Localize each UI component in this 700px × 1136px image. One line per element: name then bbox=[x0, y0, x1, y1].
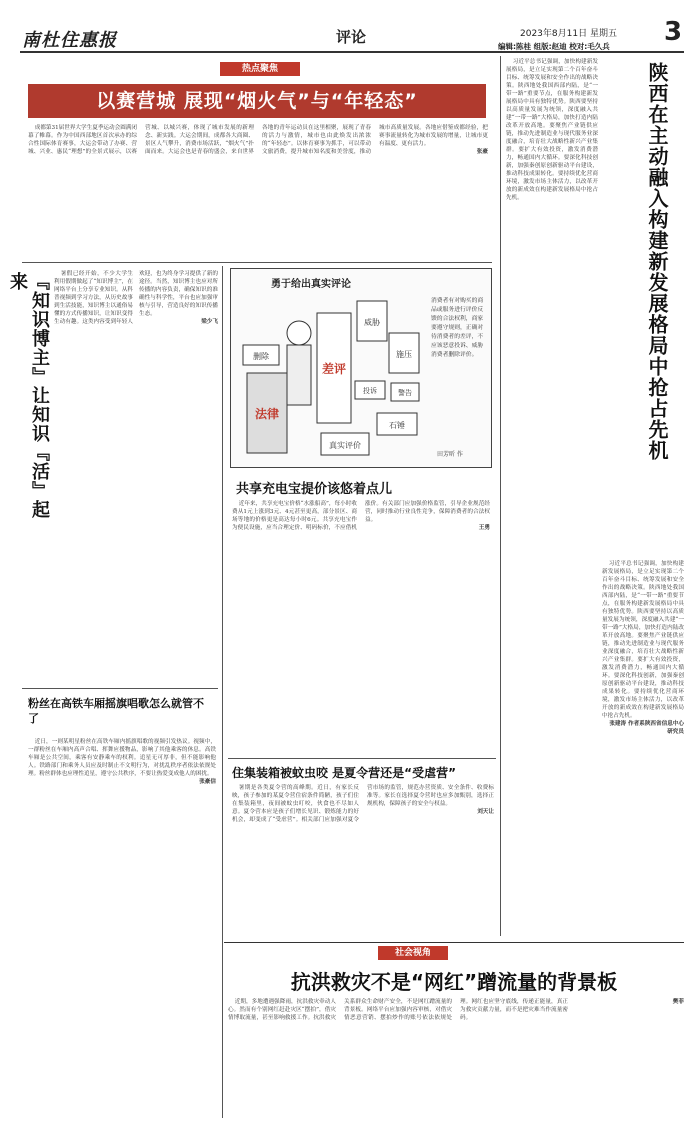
section-title: 评论 bbox=[336, 28, 367, 46]
right-body-left: 习近平总书记强调，加快构建新发展格局，是立足实现第二个百年奋斗目标、统筹发展和安全作出的战略决策。陕西地处我国西部内陆，是“一带一路”重要节点，在服务构建新发展格局中具有独特优势。陕西要坚持以高质量发展为统领，深度融入共建“一带一路”大格局，加快打造内陆改革开放高地。要聚焦产业链供应链，推动先进制造业与现代服务业深度融合，培育壮大战略性新兴产业集群。要扩大有效投资，激发消费潜力，畅通国内大循环。要深化科技创新，加强秦创原创新驱动平台建设，推动科技成果转化。要持续优化营商环境，激发市场主体活力，以改革开放的新成效在构建新发展格局中抢占先机。 bbox=[506, 59, 598, 201]
figure-head bbox=[287, 321, 311, 345]
cartoon-title: 勇于给出真实评论 bbox=[271, 279, 351, 290]
top-story-title: 以赛营城 展现“烟火气”与“年轻态” bbox=[28, 84, 486, 118]
shaanxi-title: 陕西在主动融入构建新发展格局中抢占先机 bbox=[645, 62, 669, 461]
real-review-label: 真实评价 bbox=[329, 441, 361, 450]
zhishi-body: 暑假已经开始，不少大学生利用假期做起了“知识博主”，在网络平台上分享专业知识。从科普视频到学习方法，从历史故事到生活技能，知识博主以通俗易懂的方式传播知识，让知识变得生动有趣。这类内容受到年轻人欢迎，也为终身学习提供了新的途径。当然，知识博主也应对所传播的内容负责，确保知识的准确性与科学性，平台也应加强审核与引导，营造良好的知识传播生态。 梁少飞 bbox=[54, 271, 218, 325]
left-bottom-rule bbox=[22, 688, 218, 689]
housing-author: 刘天让 bbox=[477, 809, 494, 815]
charging-body: 近年来，共享充电宝价格“水涨船高”，每小时收费从1元上涨到3元、4元甚至更高，部分景区、商场等地的价格更是高达每小时6元。共享充电宝作为便民设施，应当合理定价、明码标价，不应借机涨价。有关部门应加强价格监管，引导企业规范经营，同时推动行业良性竞争，保障消费者的合法权益。 王勇 bbox=[232, 501, 490, 531]
law-label: 法律 bbox=[254, 407, 280, 421]
zhishi-title: 『知识博主』让知识『活』起来 bbox=[7, 272, 50, 519]
housing-body: 暑期是各类夏令营的高峰期。近日，有家长反映，孩子参加的某夏令营住宿条件简陋，孩子们住在集装箱里，夜间被蚊虫叮咬，伙食也不尽如人意。夏令营本应是孩子们增长见识、锻炼能力的好机会，却变成了“受虐营”。相关部门应加强对夏令营市场的监管，规范办营资质、安全条件、收费标准等。家长在选择夏令营时也应多加甄别，选择正规机构，保障孩子的安全与权益。 刘天让 bbox=[232, 785, 494, 823]
charging-title: 共享充电宝提价该悠着点儿 bbox=[236, 482, 393, 497]
issue-date bbox=[520, 26, 617, 39]
housing-title: 住集装箱被蚊虫咬 是夏令营还是“受虐营” bbox=[232, 766, 456, 780]
bad-review-label: 差评 bbox=[321, 362, 347, 376]
bottom-rule bbox=[224, 942, 684, 943]
zhishi-author: 梁少飞 bbox=[201, 319, 218, 325]
top-story-rule bbox=[22, 262, 492, 263]
right-body-right: 习近平总书记强调，加快构建新发展格局，是立足实现第二个百年奋斗目标、统筹发展和安全作出的战略决策。陕西地处我国西部内陆，是“一带一路”重要节点，在服务构建新发展格局中具有独特优势。陕西要坚持以高质量发展为统领，深度融入共建“一带一路”大格局，加快打造内陆改革开放高地。要聚焦产业链供应链，推动先进制造业与现代服务业深度融合，培育壮大战略性新兴产业集群。要扩大有效投资，激发消费潜力，畅通国内大循环。要深化科技创新，加强秦创原创新驱动平台建设，推动科技成果转化。要持续优化营商环境，激发市场主体活力，以改革开放的新成效在构建新发展格局中抢占先机。 张建涛 作者系陕西省信息中心研究员 bbox=[602, 561, 684, 735]
bottom-body: 近期，多地遭遇强降雨，抗洪救灾牵动人心。然而有个别网红赶赴灾区“摆拍”，借灾情博取流量，甚至影响救援工作。抗洪救灾关系群众生命财产安全，不是网红蹭流量的背景板。网络平台应加强内容审核，对借灾情恶意营销、摆拍炒作的账号依法依规处理。网红也应坚守底线，传递正能量，真正为救灾贡献力量，而不是把灾难当作流量密码。 樊菲 bbox=[228, 999, 684, 1021]
complain-label: 投诉 bbox=[363, 387, 377, 395]
masthead-logo: 南杜住惠报 bbox=[22, 30, 117, 51]
pressure-label: 施压 bbox=[396, 350, 412, 359]
charging-rule bbox=[228, 758, 496, 759]
cartoon-illustration bbox=[237, 293, 425, 463]
editors-line: 编辑:陈桂 组版:赵迪 校对:毛久兵 bbox=[498, 42, 610, 51]
date-text: 2023年8月11日 bbox=[520, 29, 588, 39]
cartoon-frame bbox=[230, 268, 492, 468]
top-story-author: 张豪 bbox=[476, 149, 488, 155]
right-divider bbox=[500, 56, 501, 936]
bottom-title: 抗洪救灾不是“网红”蹭流量的背景板 bbox=[290, 970, 618, 994]
stone-label: 石锤 bbox=[389, 421, 405, 430]
page-number: 3 bbox=[664, 17, 683, 47]
cartoon-signature: 田芳昕 作 bbox=[437, 451, 463, 458]
charging-author: 王勇 bbox=[478, 525, 490, 531]
figure-body bbox=[287, 345, 311, 405]
threat-label: 威胁 bbox=[364, 318, 380, 327]
warn-label: 警告 bbox=[398, 389, 412, 397]
gaotie-title: 粉丝在高铁车厢摇旗唱歌怎么就管不了 bbox=[28, 697, 204, 725]
delete-label: 删除 bbox=[253, 352, 269, 361]
cartoon-caption: 消费者有对购买的商品或服务进行评价反馈的合法权利，商家要遵守规则，正确对待消费者的差评，不应该恶意投诉、威胁消费者删除评价。 bbox=[431, 298, 484, 358]
header-rule bbox=[20, 51, 684, 53]
gaotie-body: 近日，一则某明星粉丝在高铁车厢内摇旗唱歌的视频引发热议。视频中，一群粉丝在车厢内高声合唱、挥舞应援物品，影响了其他乘客的休息。高铁车厢是公共空间，乘客有安静乘车的权利。追星无可厚非，但不能影响他人。铁路部门和乘务人员应及时制止不文明行为，对扰乱秩序者依法依规处理。粉丝群体也应理性追星，遵守公共秩序，不要让热爱变成他人的困扰。 张豪信 bbox=[28, 739, 216, 785]
bottom-author: 樊菲 bbox=[672, 999, 684, 1005]
top-story-kicker: 热点聚焦 bbox=[220, 62, 300, 76]
left-divider bbox=[222, 266, 223, 1118]
weekday-text: 星期五 bbox=[589, 29, 617, 39]
gaotie-author: 张豪信 bbox=[199, 779, 216, 785]
top-story-body: 成都第31届世界大学生夏季运动会圆满闭幕了帷幕。作为中国西部地区首次承办的综合性国际体育赛事，大运会带动了办赛、营城、兴业、惠民“理想”的全景式展示，以赛营城、以城兴赛，体现了城市发展的新理念、新实践。大运会期间，成都各大商圈、景区人气攀升，消费市场活跃，“烟火气”扑面而来。大运会也是青春的盛会，来自世界各地的青年运动员在这里相聚，展现了青春的活力与激情，城市也由此焕发出浓浓的“年轻态”。以体育赛事为抓手，可以带动文旅消费，提升城市知名度和美誉度，推动城市高质量发展。各地应借鉴成都经验，把赛事流量转化为城市发展的增量，让城市更有温度、更有活力。 张豪 bbox=[28, 125, 488, 155]
shaanxi-author: 张建涛 作者系陕西省信息中心研究员 bbox=[609, 721, 684, 735]
bottom-kicker: 社会视角 bbox=[378, 946, 448, 960]
